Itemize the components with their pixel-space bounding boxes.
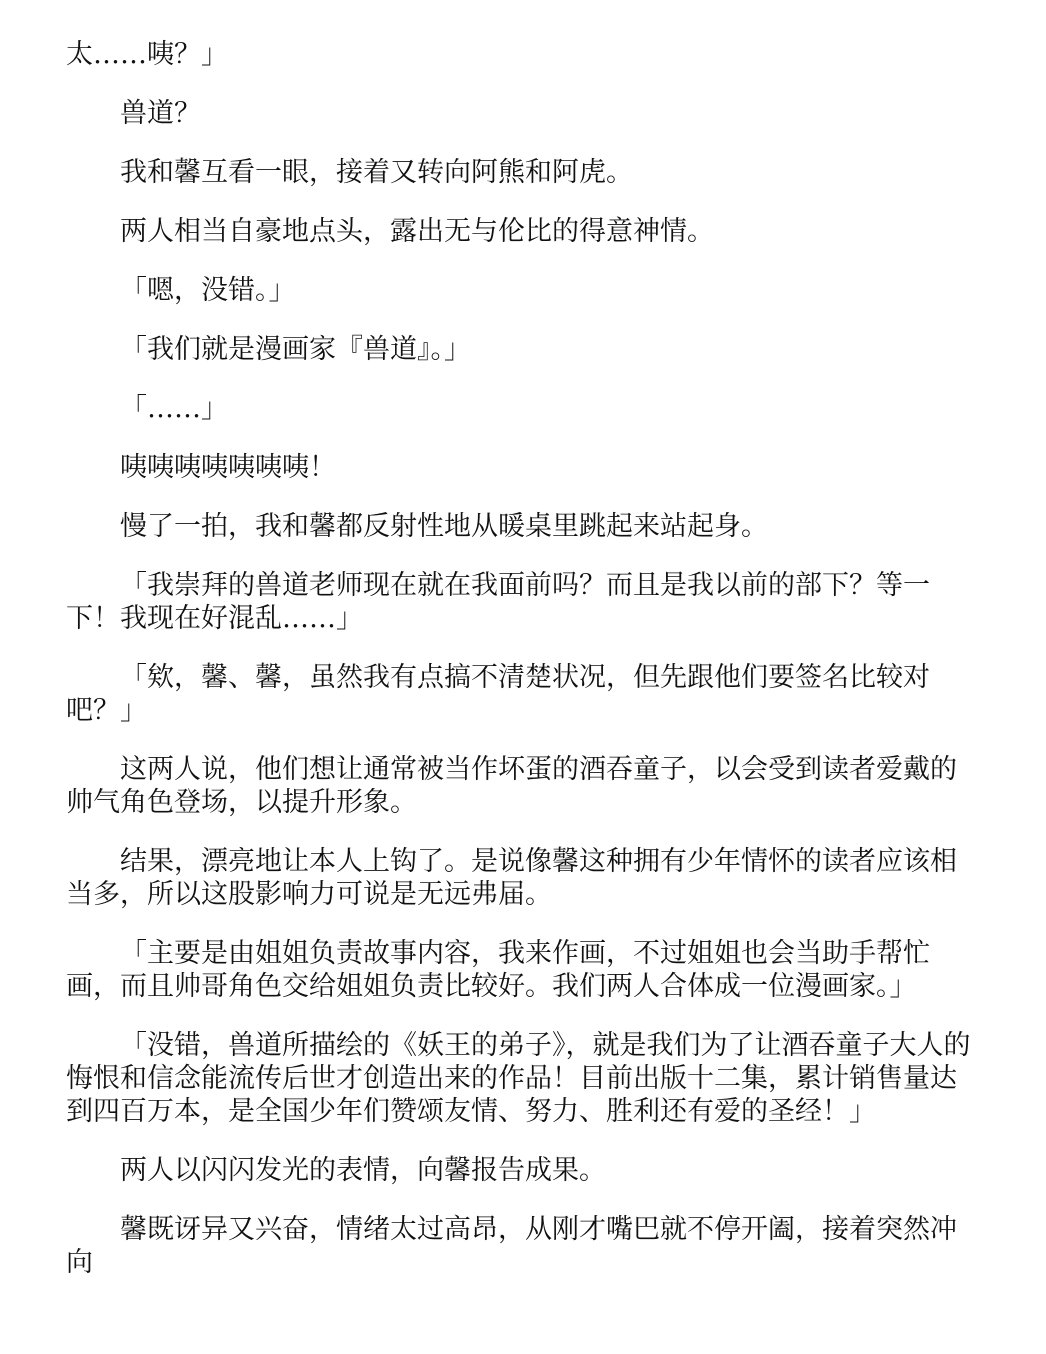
paragraph: 「……」 <box>120 393 228 424</box>
paragraph: 咦咦咦咦咦咦咦！ <box>120 452 336 483</box>
paragraph: 兽道？ <box>120 98 201 129</box>
paragraph: 馨既讶异又兴奋，情绪太过高昂，从刚才嘴巴就不停开阖，接着突然冲向 <box>66 1214 957 1278</box>
paragraph: 两人相当自豪地点头，露出无与伦比的得意神情。 <box>120 216 714 247</box>
paragraph: 「我崇拜的兽道老师现在就在我面前吗？而且是我以前的部下？等一下！我现在好混乱……」 <box>66 570 930 634</box>
paragraph: 「主要是由姐姐负责故事内容，我来作画，不过姐姐也会当助手帮忙画，而且帅哥角色交给姐姐负责比较好。我们两人合体成一位漫画家。」 <box>66 938 930 1002</box>
paragraph: 两人以闪闪发光的表情，向馨报告成果。 <box>120 1155 606 1186</box>
paragraph: 「我们就是漫画家『兽道』。」 <box>120 334 471 365</box>
paragraph: 「没错，兽道所描绘的《妖王的弟子》，就是我们为了让酒吞童子大人的悔恨和信念能流传后世才创造出来的作品！目前出版十二集，累计销售量达到四百万本，是全国少年们赞颂友情、努力、胜利还有爱的圣经！」 <box>66 1030 971 1127</box>
document-page <box>66 38 976 1305</box>
paragraph: 这两人说，他们想让通常被当作坏蛋的酒吞童子，以会受到读者爱戴的帅气角色登场，以提升形象。 <box>66 754 957 818</box>
paragraph: 我和馨互看一眼，接着又转向阿熊和阿虎。 <box>120 157 633 188</box>
paragraph: 太……咦？」 <box>66 39 228 70</box>
paragraph: 「欸，馨、馨，虽然我有点搞不清楚状况，但先跟他们要签名比较对吧？」 <box>66 662 930 726</box>
paragraph: 「嗯，没错。」 <box>120 275 296 306</box>
paragraph: 慢了一拍，我和馨都反射性地从暖桌里跳起来站起身。 <box>120 511 768 542</box>
paragraph: 结果，漂亮地让本人上钩了。是说像馨这种拥有少年情怀的读者应该相当多，所以这股影响力可说是无远弗届。 <box>66 846 957 910</box>
